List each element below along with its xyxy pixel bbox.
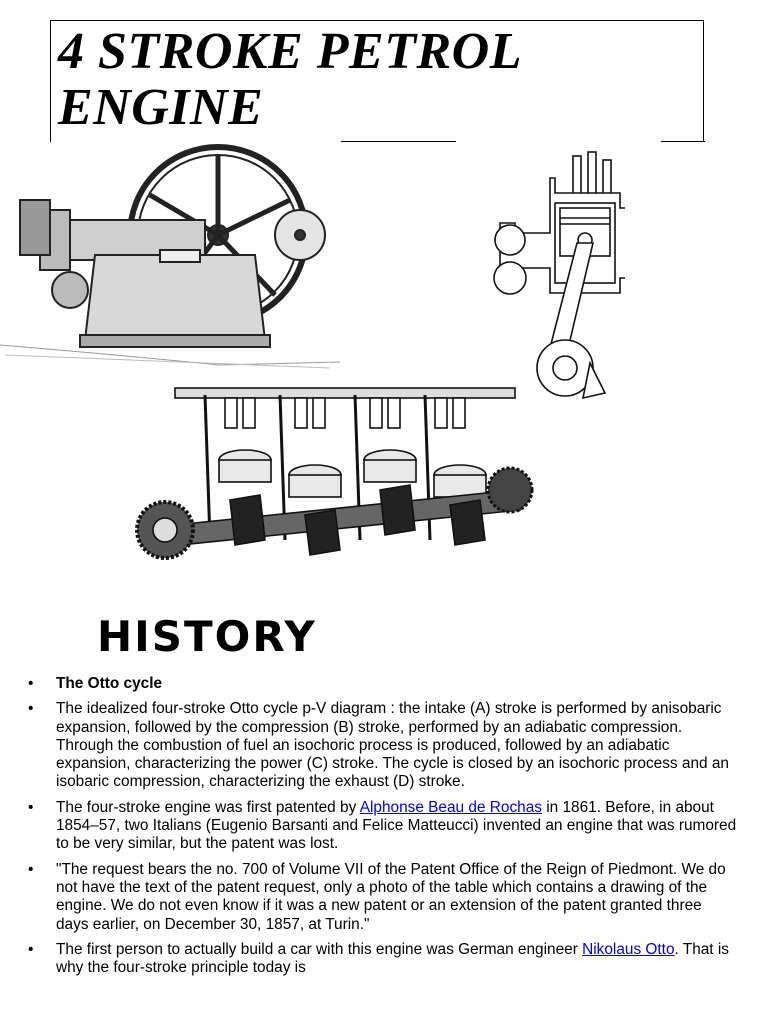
- title-line-2: ENGINE: [58, 79, 264, 136]
- bullet-text-before: The first person to actually build a car with this engine was German engineer: [56, 940, 583, 958]
- list-item: [28, 861, 738, 934]
- bullet-text-after: . That is why the four-stroke principle today is: [56, 940, 729, 977]
- list-item: [28, 700, 738, 791]
- history-bullet-list: [28, 675, 738, 984]
- otto-engine-illustration: [0, 140, 340, 370]
- list-item: [28, 799, 738, 854]
- history-heading: HISTORY: [97, 612, 317, 661]
- list-item: [28, 941, 738, 978]
- bullet-text-before: The four-stroke engine was first patented by: [56, 798, 360, 816]
- list-item: [28, 675, 738, 693]
- title-underline-right: [661, 141, 705, 142]
- title-underline: [341, 141, 456, 142]
- alphonse-beau-de-rochas-link[interactable]: Alphonse Beau de Rochas: [359, 798, 542, 816]
- page-title: [58, 24, 522, 136]
- cylinder-cross-section-illustration: [455, 148, 625, 408]
- bullet-text: The Otto cycle: [56, 675, 163, 692]
- bullet-text-after: in 1861. Before, in about 1854–57, two Italians (Eugenio Barsanti and Felice Matteucci) invented an engine that was rumored to be very similar, but the patent was lost.: [56, 798, 737, 853]
- nikolaus-otto-link[interactable]: Nikolaus Otto: [582, 940, 675, 958]
- multi-cylinder-crankshaft-illustration: [135, 380, 540, 565]
- title-line-1: 4 STROKE PETROL: [58, 23, 522, 80]
- bullet-text: The idealized four-stroke Otto cycle p-V diagram : the intake (A) stroke is performed by anisobaric expansion, followed by the compression (B) stroke, performed by an adiabatic compression. Through the combustion of fuel an isochoric process is produced, followed by an adiabatic expansion, characterizing the power (C) stroke. The cycle is closed by an isochoric process and an isobaric compression, characterizing the exhaust (D) stroke.: [56, 700, 729, 791]
- bullet-text: "The request bears the no. 700 of Volume VII of the Patent Office of the Reign of Piedmont. We do not have the text of the patent request, only a photo of the table which contains a drawing of the engine. We do not even know if it was a new patent or an extension of the patent granted three days earlier, on December 30, 1857, at Turin.": [56, 860, 726, 933]
